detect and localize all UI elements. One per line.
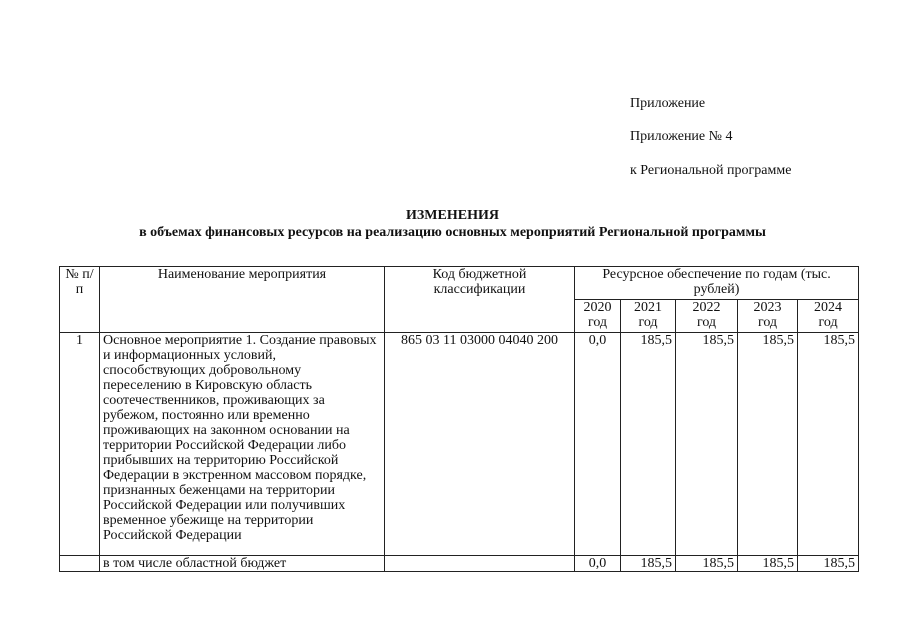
row-num: 1	[60, 333, 100, 556]
row-value: 0,0	[575, 333, 621, 556]
row-value: 185,5	[621, 333, 676, 556]
header-year: 2022 год	[676, 300, 738, 333]
table-row	[60, 333, 859, 556]
title-main: ИЗМЕНЕНИЯ	[406, 208, 499, 223]
appendix-line-1: Приложение	[630, 96, 706, 111]
row-num	[60, 556, 100, 572]
budget-table	[59, 266, 859, 572]
row-code: 865 03 11 03000 04040 200	[385, 333, 575, 556]
title-sub: в объемах финансовых ресурсов на реализацию основных мероприятий Региональной программы	[139, 225, 766, 240]
header-resources: Ресурсное обеспечение по годам (тыс. рублей)	[575, 267, 859, 300]
row-value: 185,5	[738, 556, 798, 572]
row-value: 185,5	[798, 556, 859, 572]
header-num: № п/п	[60, 267, 100, 333]
appendix-line-2: Приложение № 4	[630, 129, 733, 144]
table-header-row	[60, 267, 859, 300]
header-name: Наименование мероприятия	[100, 267, 385, 333]
row-name: в том числе областной бюджет	[100, 556, 385, 572]
header-year: 2023 год	[738, 300, 798, 333]
row-value: 185,5	[798, 333, 859, 556]
row-value: 185,5	[738, 333, 798, 556]
row-value: 185,5	[676, 556, 738, 572]
header-year: 2024 год	[798, 300, 859, 333]
row-code	[385, 556, 575, 572]
header-year: 2021 год	[621, 300, 676, 333]
row-name: Основное мероприятие 1. Создание правовых и информационных условий, способствующих добровольному переселению в Кировскую область соотечественников, проживающих за рубежом, постоянно или временно проживающих на законном основании на территории Российской Федерации либо прибывших на территорию Российской Федерации в экстренном массовом порядке, признанных беженцами на территории Российской Федерации или получивших временное убежище на территории Российской Федерации	[100, 333, 385, 556]
row-value: 185,5	[676, 333, 738, 556]
appendix-line-3: к Региональной программе	[630, 163, 792, 178]
table-row	[60, 556, 859, 572]
header-year: 2020 год	[575, 300, 621, 333]
header-code: Код бюджетной классификации	[385, 267, 575, 333]
row-value: 0,0	[575, 556, 621, 572]
row-value: 185,5	[621, 556, 676, 572]
